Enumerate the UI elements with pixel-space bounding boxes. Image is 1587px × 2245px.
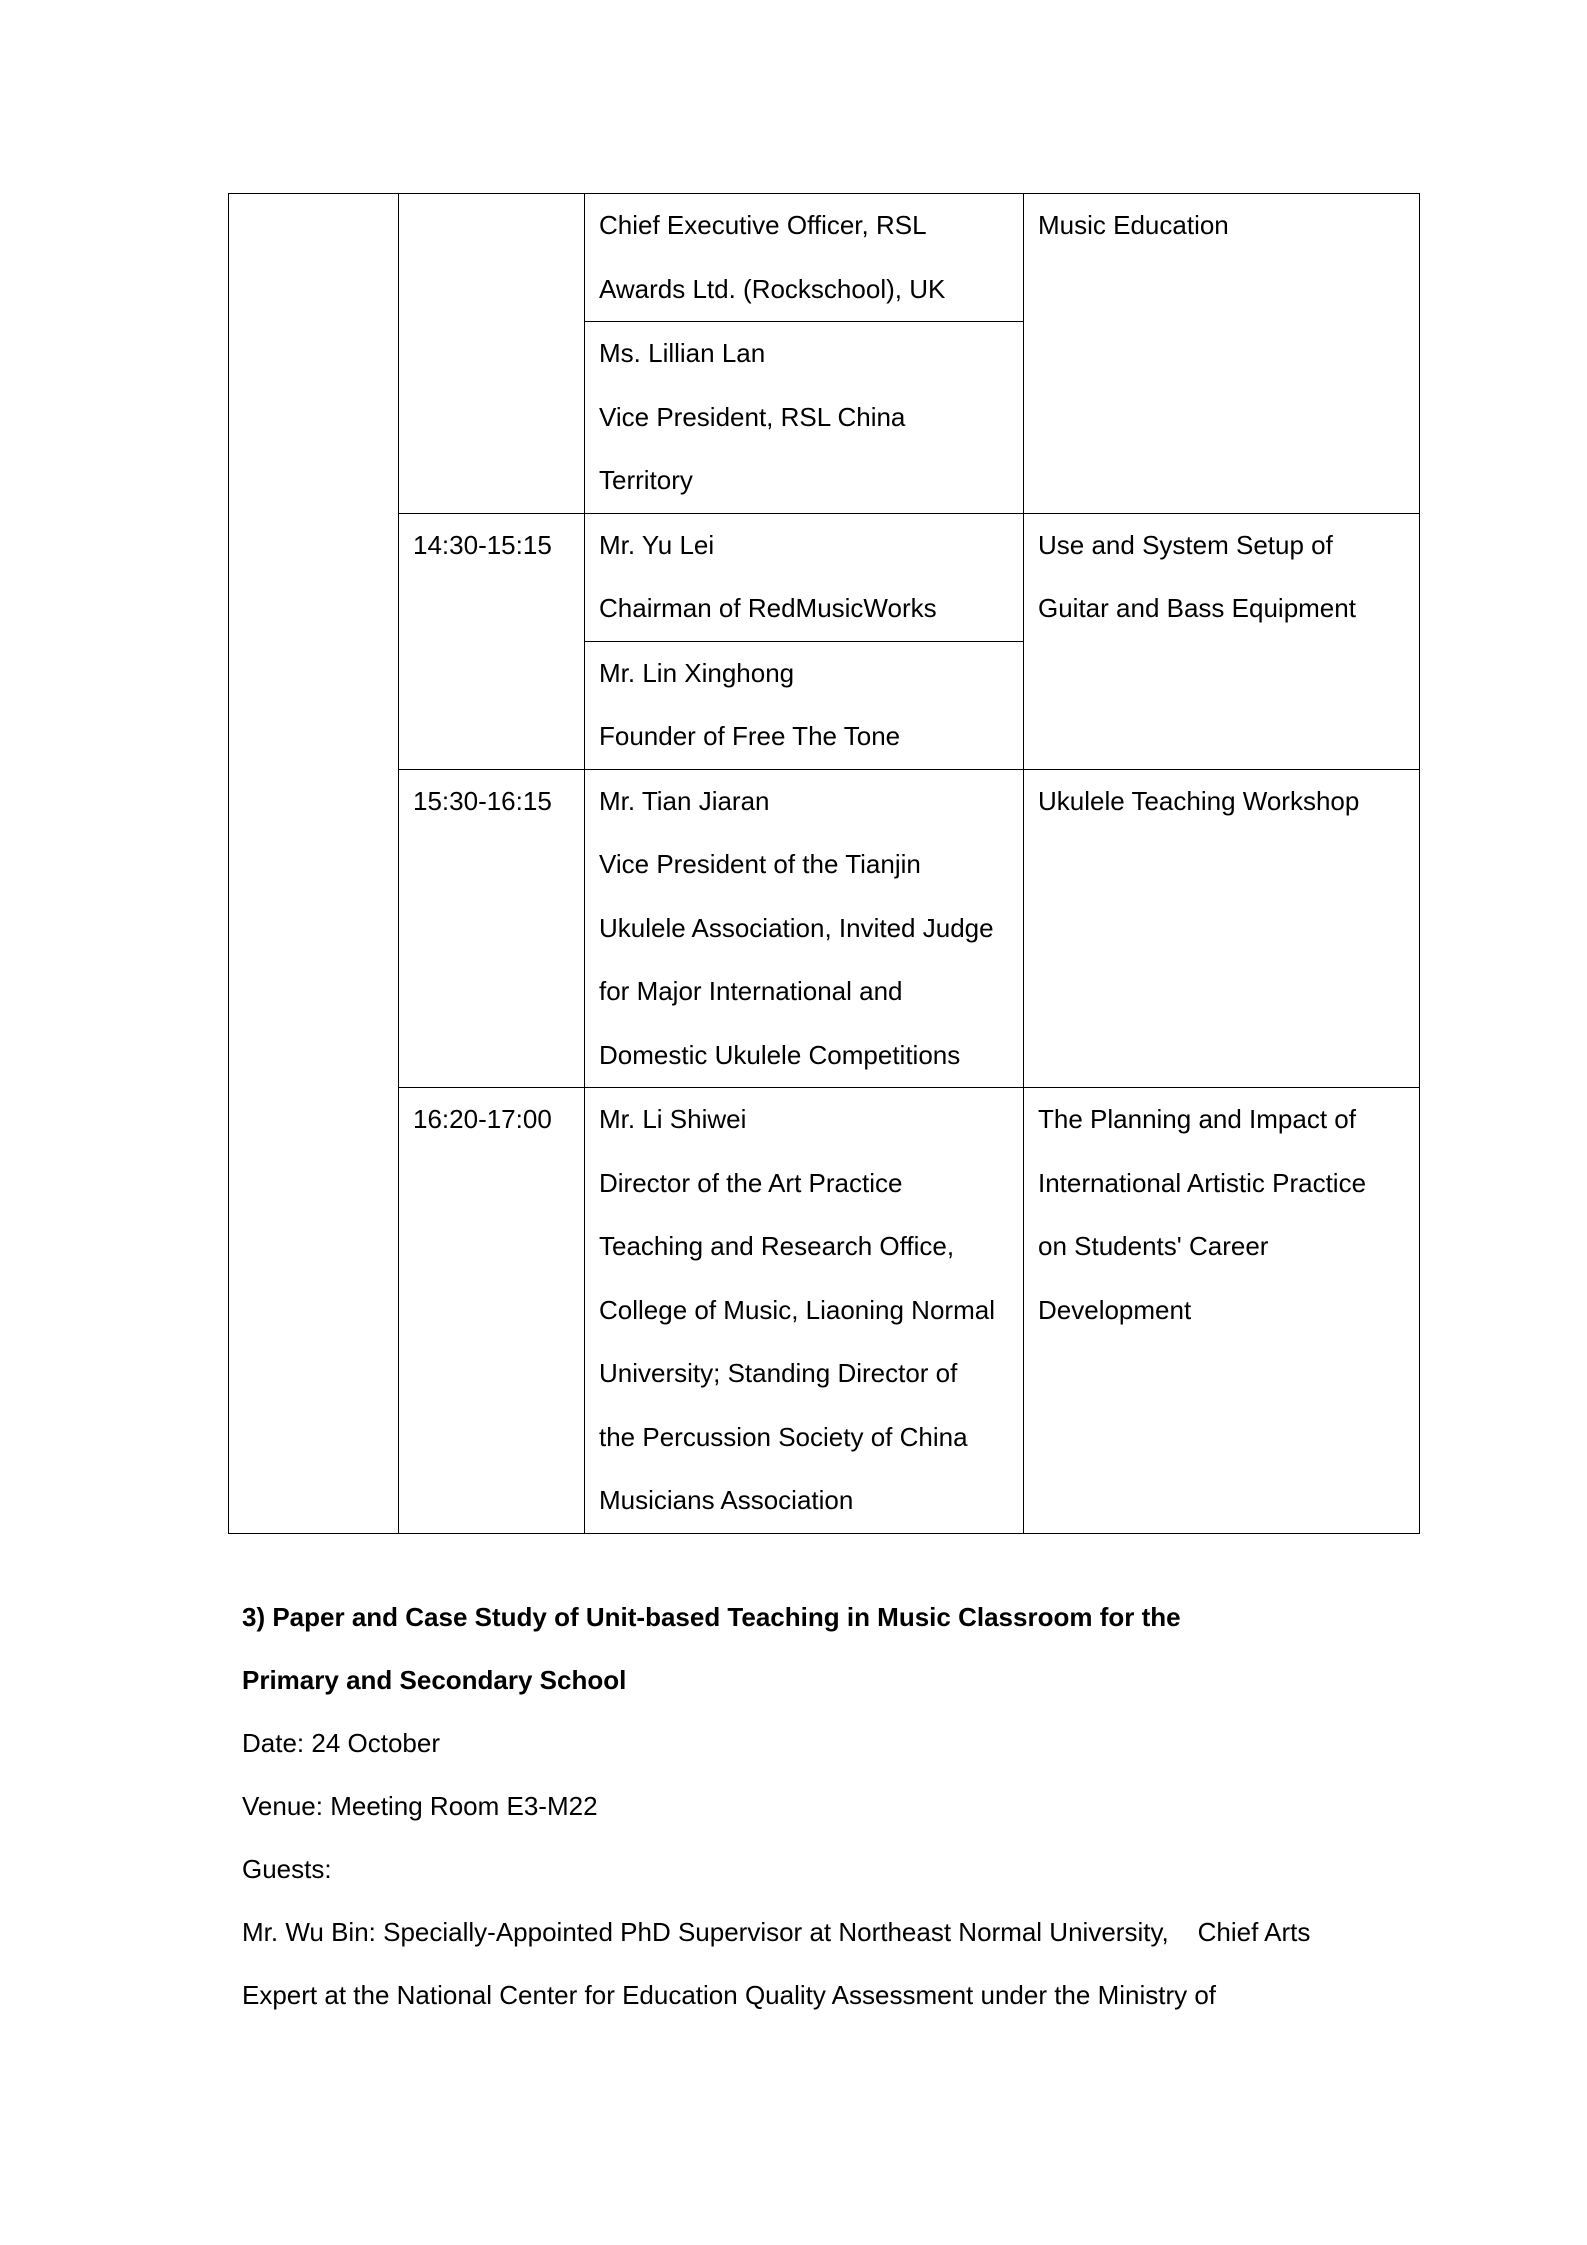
speaker-cell: Mr. Lin Xinghong Founder of Free The Tone	[585, 641, 1024, 769]
speaker-cell: Mr. Li Shiwei Director of the Art Practice Teaching and Research Office, College of Music, Liaoning Normal University; Standing Director of the Percussion Society of China Musicians Association	[585, 1088, 1024, 1534]
section-heading: 3) Paper and Case Study of Unit-based Teaching in Music Classroom for the	[242, 1602, 1181, 1632]
guest-line: Expert at the National Center for Education Quality Assessment under the Ministry of	[242, 1980, 1217, 2010]
time-cell: 14:30-15:15	[399, 513, 585, 769]
section-date: Date: 24 October	[242, 1728, 440, 1758]
speaker-cell: Mr. Tian Jiaran Vice President of the Tianjin Ukulele Association, Invited Judge for Major International and Domestic Ukulele Competitions	[585, 769, 1024, 1088]
section-venue: Venue: Meeting Room E3-M22	[242, 1791, 598, 1821]
guests-label: Guests:	[242, 1854, 332, 1884]
guest-line: Mr. Wu Bin: Specially-Appointed PhD Supervisor at Northeast Normal University, Chief Arts	[242, 1917, 1311, 1947]
topic-cell: Music Education	[1024, 194, 1420, 514]
schedule-table	[228, 193, 1420, 1534]
section-3	[242, 1586, 1310, 2027]
speaker-cell: Ms. Lillian Lan Vice President, RSL China Territory	[585, 322, 1024, 514]
topic-cell: Ukulele Teaching Workshop	[1024, 769, 1420, 1088]
session-cell	[229, 194, 399, 1534]
time-cell: 16:20-17:00	[399, 1088, 585, 1534]
speaker-cell: Chief Executive Officer, RSL Awards Ltd. (Rockschool), UK	[585, 194, 1024, 322]
time-cell	[399, 194, 585, 514]
speaker-cell: Mr. Yu Lei Chairman of RedMusicWorks	[585, 513, 1024, 641]
section-heading: Primary and Secondary School	[242, 1665, 627, 1695]
time-cell: 15:30-16:15	[399, 769, 585, 1088]
topic-cell: The Planning and Impact of International Artistic Practice on Students' Career Development	[1024, 1088, 1420, 1534]
topic-cell: Use and System Setup of Guitar and Bass Equipment	[1024, 513, 1420, 769]
